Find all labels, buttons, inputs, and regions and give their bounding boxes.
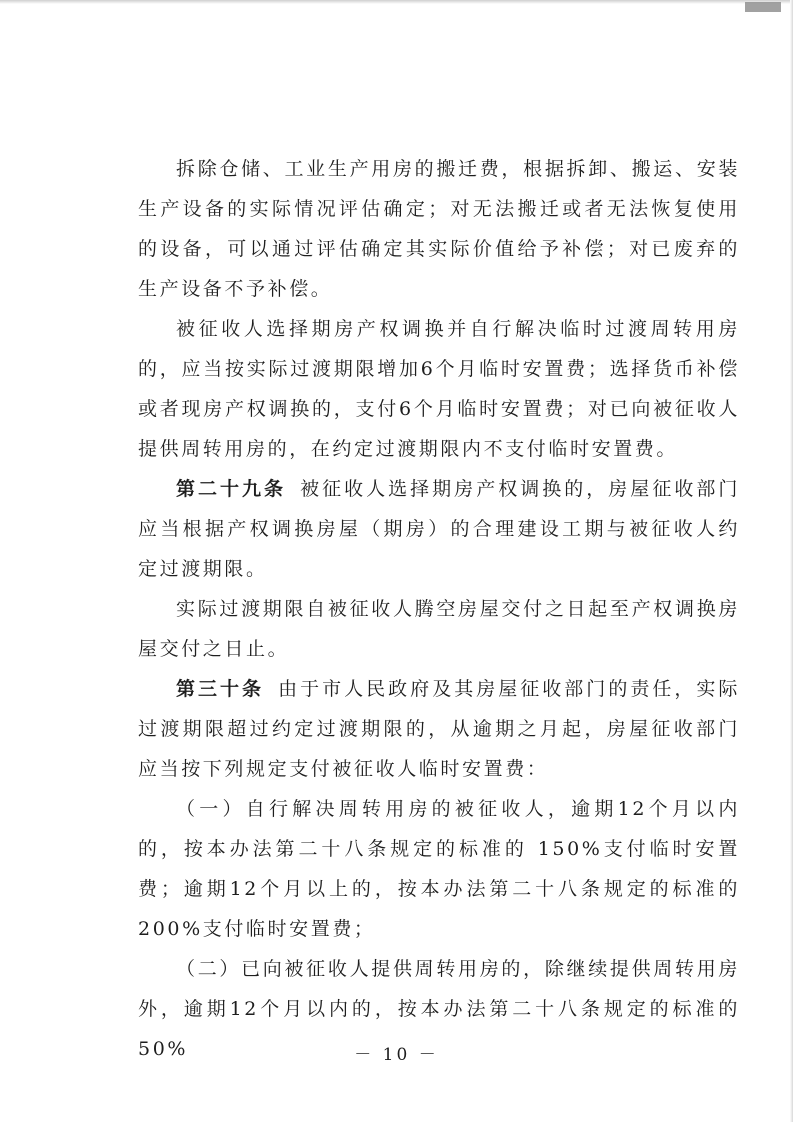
paragraph-text: 被征收人选择期房产权调换的，房屋征收部门应当根据产权调换房屋（期房）的合理建设工期与被征收人约定过渡期限。 <box>138 478 740 580</box>
paragraph-text: 由于市人民政府及其房屋征收部门的责任，实际过渡期限超过约定过渡期限的，从逾期之月起，房屋征收部门应当按下列规定支付被征收人临时安置费： <box>138 678 740 780</box>
page-number: － 10 － <box>354 1045 439 1065</box>
clause-1 <box>138 789 740 949</box>
paragraph-transition-period <box>138 589 740 669</box>
paragraph-relocation-fee <box>138 149 740 309</box>
paragraph-text: 被征收人选择期房产权调换并自行解决临时过渡周转用房的，应当按实际过渡期限增加6个月临时安置费；选择货币补偿或者现房产权调换的，支付6个月临时安置费；对已向被征收人提供周转用房的，在约定过渡期限内不支付临时安置费。 <box>138 318 740 460</box>
paragraph-text: 拆除仓储、工业生产用房的搬迁费，根据拆卸、搬运、安装生产设备的实际情况评估确定；对无法搬迁或者无法恢复使用的设备，可以通过评估确定其实际价值给予补偿；对已废弃的生产设备不予补偿。 <box>138 158 740 300</box>
paragraph-temporary-settlement <box>138 309 740 469</box>
article-30 <box>138 669 740 789</box>
scan-corner-mark <box>745 2 781 12</box>
paragraph-text: （二）已向被征收人提供周转用房的，除继续提供周转用房外，逾期12个月以内的，按本办法第二十八条规定的标准的50% <box>138 958 740 1060</box>
paragraph-text: 实际过渡期限自被征收人腾空房屋交付之日起至产权调换房屋交付之日止。 <box>138 598 740 660</box>
article-number: 第三十条 <box>176 678 265 700</box>
body-text <box>138 149 740 1069</box>
paragraph-text: （一）自行解决周转用房的被征收人，逾期12个月以内的，按本办法第二十八条规定的标准的 150%支付临时安置费；逾期12个月以上的，按本办法第二十八条规定的标准的200%支付临时安置费； <box>138 798 740 940</box>
article-29 <box>138 469 740 589</box>
scan-edge-top <box>0 0 793 4</box>
article-number: 第二十九条 <box>176 478 287 500</box>
